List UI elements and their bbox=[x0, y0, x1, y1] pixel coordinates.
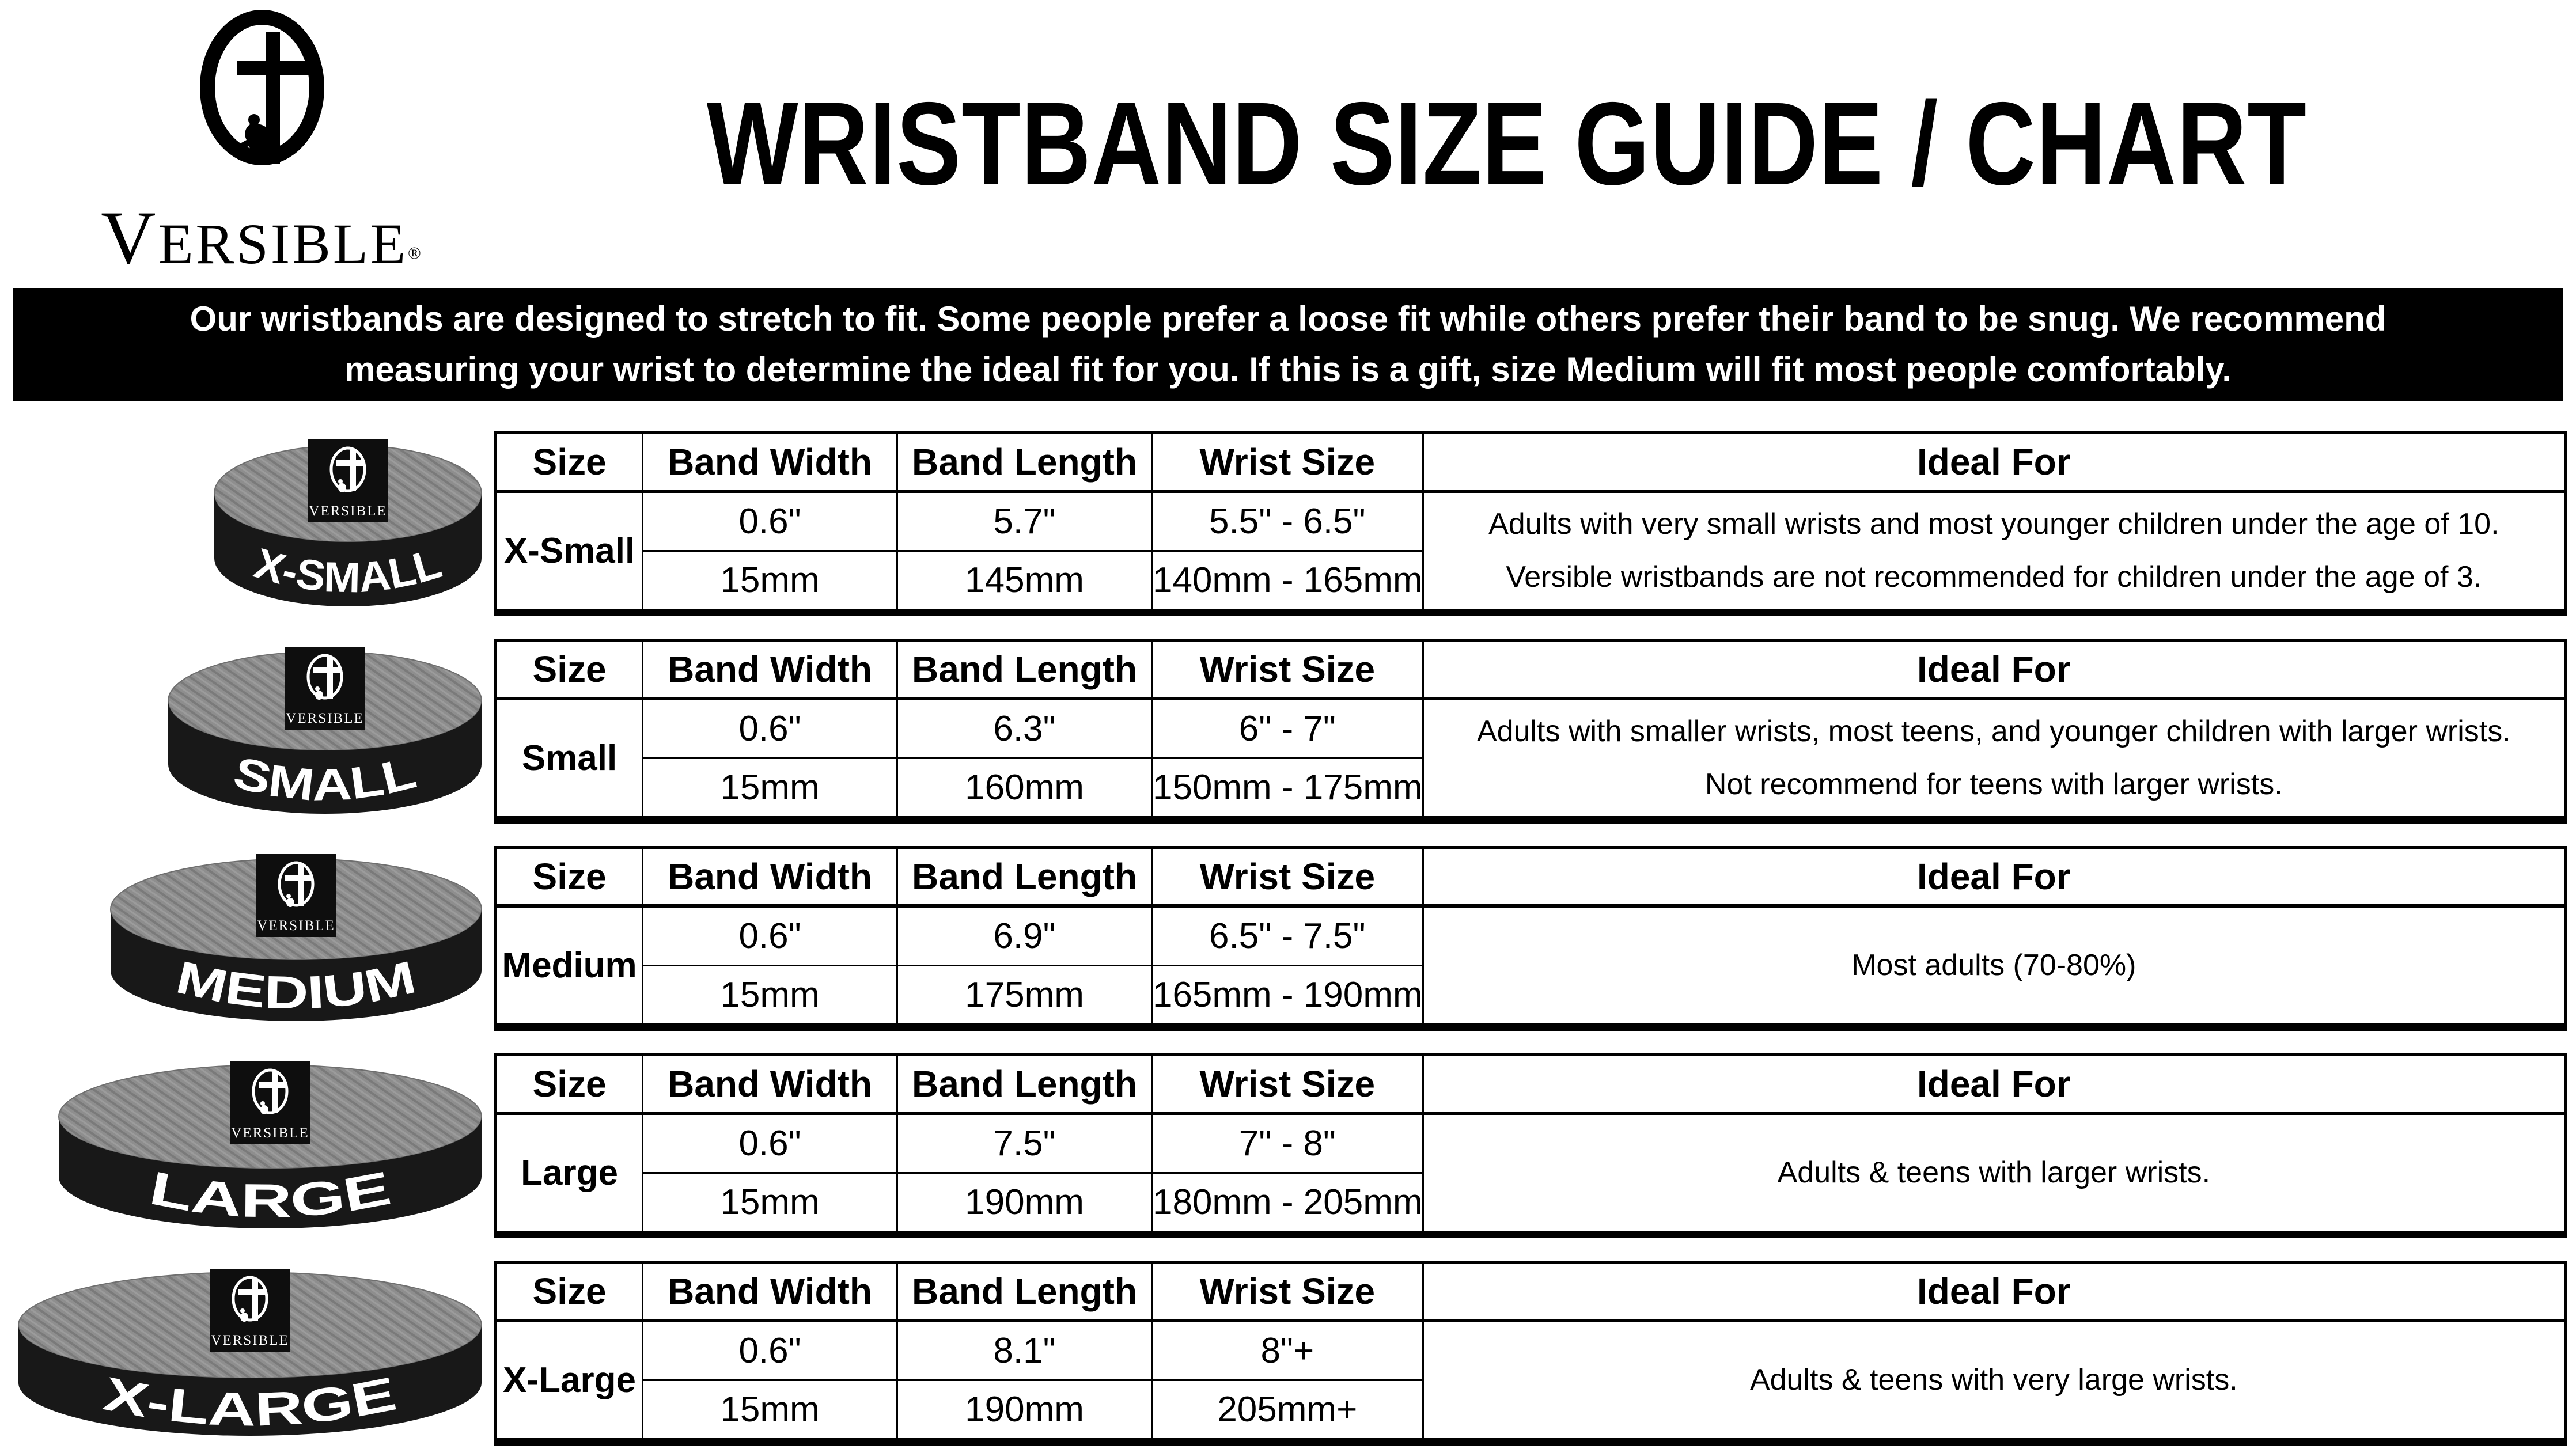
band-size-label: X-LARGE bbox=[99, 1367, 388, 1436]
col-header-wrist-size: Wrist Size bbox=[1151, 1262, 1423, 1321]
ideal-line-1: Most adults (70-80%) bbox=[1851, 949, 2136, 982]
col-header-band-length: Band Length bbox=[897, 433, 1152, 491]
section-small bbox=[0, 642, 2576, 820]
wristband-large-icon bbox=[54, 1059, 486, 1232]
cell-length-in: 5.7" bbox=[897, 491, 1152, 551]
col-header-band-width: Band Width bbox=[643, 1054, 897, 1113]
cell-ideal-for bbox=[1423, 491, 2565, 613]
cell-length-mm: 190mm bbox=[897, 1380, 1152, 1442]
band-tag-brand: VERSIBLE bbox=[211, 1333, 289, 1348]
col-header-size: Size bbox=[496, 847, 643, 906]
table-zone-large bbox=[494, 1053, 2567, 1238]
band-tag-brand: VERSIBLE bbox=[257, 918, 335, 934]
col-header-size: Size bbox=[496, 1262, 643, 1321]
cell-size-name: X-Large bbox=[496, 1321, 643, 1442]
ideal-line-1: Adults & teens with larger wrists. bbox=[1777, 1156, 2211, 1189]
cross-oval-logo-icon bbox=[176, 7, 348, 197]
col-header-ideal-for: Ideal For bbox=[1423, 847, 2565, 906]
banner-line-1: Our wristbands are designed to stretch to fit. Some people prefer a loose fit while others prefer their band to be snug. We recommend bbox=[190, 299, 2386, 338]
cell-length-mm: 145mm bbox=[897, 551, 1152, 612]
band-image-xlarge bbox=[0, 1266, 494, 1439]
cell-wrist-mm: 140mm - 165mm bbox=[1151, 551, 1423, 612]
col-header-band-length: Band Length bbox=[897, 847, 1152, 906]
cell-width-in: 0.6" bbox=[643, 491, 897, 551]
title-area bbox=[438, 76, 2576, 212]
col-header-band-width: Band Width bbox=[643, 433, 897, 491]
band-size-label: LARGE bbox=[145, 1162, 380, 1228]
ideal-line-2: Versible wristbands are not recommended for children under the age of 3. bbox=[1506, 560, 2482, 594]
col-header-band-width: Band Width bbox=[643, 847, 897, 906]
banner-line-2: measuring your wrist to determine the ideal fit for you. If this is a gift, size Medium will fit most people comfortably. bbox=[344, 350, 2232, 389]
band-image-large bbox=[0, 1059, 494, 1232]
wristband-medium-icon bbox=[106, 852, 486, 1025]
band-size-label: X-SMALL bbox=[249, 538, 446, 602]
wristband-xlarge-icon bbox=[14, 1266, 486, 1439]
cell-width-in: 0.6" bbox=[643, 906, 897, 966]
ideal-line-1: Adults with very small wrists and most younger children under the age of 10. bbox=[1488, 507, 2499, 541]
col-header-wrist-size: Wrist Size bbox=[1151, 847, 1423, 906]
page-title: WRISTBAND SIZE GUIDE / CHART bbox=[707, 78, 2307, 210]
size-table-medium bbox=[494, 846, 2567, 1031]
col-header-ideal-for: Ideal For bbox=[1423, 640, 2565, 699]
col-header-wrist-size: Wrist Size bbox=[1151, 1054, 1423, 1113]
header bbox=[0, 0, 2576, 288]
size-table-xlarge bbox=[494, 1261, 2567, 1446]
brand-logo bbox=[0, 7, 438, 282]
col-header-size: Size bbox=[496, 640, 643, 699]
cell-ideal-for bbox=[1423, 1113, 2565, 1235]
col-header-size: Size bbox=[496, 433, 643, 491]
band-tag-brand: VERSIBLE bbox=[309, 503, 387, 519]
band-tag-brand: VERSIBLE bbox=[286, 711, 364, 726]
intro-banner bbox=[13, 288, 2563, 401]
cell-length-mm: 160mm bbox=[897, 758, 1152, 820]
section-medium bbox=[0, 849, 2576, 1027]
cell-wrist-in: 7" - 8" bbox=[1151, 1113, 1423, 1173]
col-header-band-length: Band Length bbox=[897, 640, 1152, 699]
col-header-wrist-size: Wrist Size bbox=[1151, 640, 1423, 699]
cell-width-in: 0.6" bbox=[643, 1321, 897, 1380]
cell-length-in: 7.5" bbox=[897, 1113, 1152, 1173]
cell-size-name: X-Small bbox=[496, 491, 643, 613]
band-tag-brand: VERSIBLE bbox=[231, 1125, 309, 1141]
wristband-small-icon bbox=[164, 644, 486, 817]
cell-width-mm: 15mm bbox=[643, 965, 897, 1027]
cell-length-mm: 190mm bbox=[897, 1173, 1152, 1234]
cell-length-mm: 175mm bbox=[897, 965, 1152, 1027]
cell-width-mm: 15mm bbox=[643, 758, 897, 820]
size-table-large bbox=[494, 1053, 2567, 1238]
cell-size-name: Small bbox=[496, 699, 643, 820]
section-xlarge bbox=[0, 1264, 2576, 1442]
cell-wrist-in: 8"+ bbox=[1151, 1321, 1423, 1380]
table-zone-medium bbox=[494, 846, 2567, 1031]
size-table-xsmall bbox=[494, 431, 2567, 616]
cell-width-mm: 15mm bbox=[643, 1380, 897, 1442]
cell-length-in: 6.9" bbox=[897, 906, 1152, 966]
wristband-xsmall-icon bbox=[210, 437, 486, 610]
section-large bbox=[0, 1056, 2576, 1235]
col-header-band-length: Band Length bbox=[897, 1054, 1152, 1113]
cell-wrist-mm: 180mm - 205mm bbox=[1151, 1173, 1423, 1234]
brand-name bbox=[86, 194, 438, 282]
band-size-label: SMALL bbox=[229, 746, 415, 810]
col-header-band-width: Band Width bbox=[643, 640, 897, 699]
col-header-ideal-for: Ideal For bbox=[1423, 433, 2565, 491]
cell-ideal-for bbox=[1423, 906, 2565, 1027]
col-header-ideal-for: Ideal For bbox=[1423, 1054, 2565, 1113]
cell-length-in: 6.3" bbox=[897, 699, 1152, 758]
section-xsmall bbox=[0, 434, 2576, 613]
col-header-size: Size bbox=[496, 1054, 643, 1113]
ideal-line-1: Adults & teens with very large wrists. bbox=[1749, 1363, 2238, 1397]
cell-width-in: 0.6" bbox=[643, 1113, 897, 1173]
cell-wrist-in: 5.5" - 6.5" bbox=[1151, 491, 1423, 551]
cell-wrist-in: 6.5" - 7.5" bbox=[1151, 906, 1423, 966]
cell-size-name: Large bbox=[496, 1113, 643, 1235]
size-sections bbox=[0, 434, 2576, 1442]
band-image-xsmall bbox=[0, 437, 494, 610]
brand-text: VERSIBLE bbox=[101, 195, 408, 280]
band-image-medium bbox=[0, 852, 494, 1025]
cell-wrist-mm: 150mm - 175mm bbox=[1151, 758, 1423, 820]
ideal-line-2: Not recommend for teens with larger wrists. bbox=[1704, 768, 2283, 801]
cell-wrist-mm: 165mm - 190mm bbox=[1151, 965, 1423, 1027]
ideal-line-1: Adults with smaller wrists, most teens, and younger children with larger wrists. bbox=[1476, 715, 2511, 748]
cell-ideal-for bbox=[1423, 699, 2565, 820]
col-header-band-length: Band Length bbox=[897, 1262, 1152, 1321]
registered-mark: ® bbox=[408, 243, 423, 263]
col-header-ideal-for: Ideal For bbox=[1423, 1262, 2565, 1321]
table-zone-xlarge bbox=[494, 1261, 2567, 1446]
col-header-wrist-size: Wrist Size bbox=[1151, 433, 1423, 491]
table-zone-small bbox=[494, 639, 2567, 824]
col-header-band-width: Band Width bbox=[643, 1262, 897, 1321]
cell-width-mm: 15mm bbox=[643, 551, 897, 612]
band-size-label: MEDIUM bbox=[171, 951, 409, 1019]
table-zone-xsmall bbox=[494, 431, 2567, 616]
cell-wrist-in: 6" - 7" bbox=[1151, 699, 1423, 758]
cell-width-mm: 15mm bbox=[643, 1173, 897, 1234]
cell-size-name: Medium bbox=[496, 906, 643, 1027]
size-table-small bbox=[494, 639, 2567, 824]
cell-ideal-for bbox=[1423, 1321, 2565, 1442]
cell-length-in: 8.1" bbox=[897, 1321, 1152, 1380]
cell-wrist-mm: 205mm+ bbox=[1151, 1380, 1423, 1442]
cell-width-in: 0.6" bbox=[643, 699, 897, 758]
band-image-small bbox=[0, 644, 494, 817]
